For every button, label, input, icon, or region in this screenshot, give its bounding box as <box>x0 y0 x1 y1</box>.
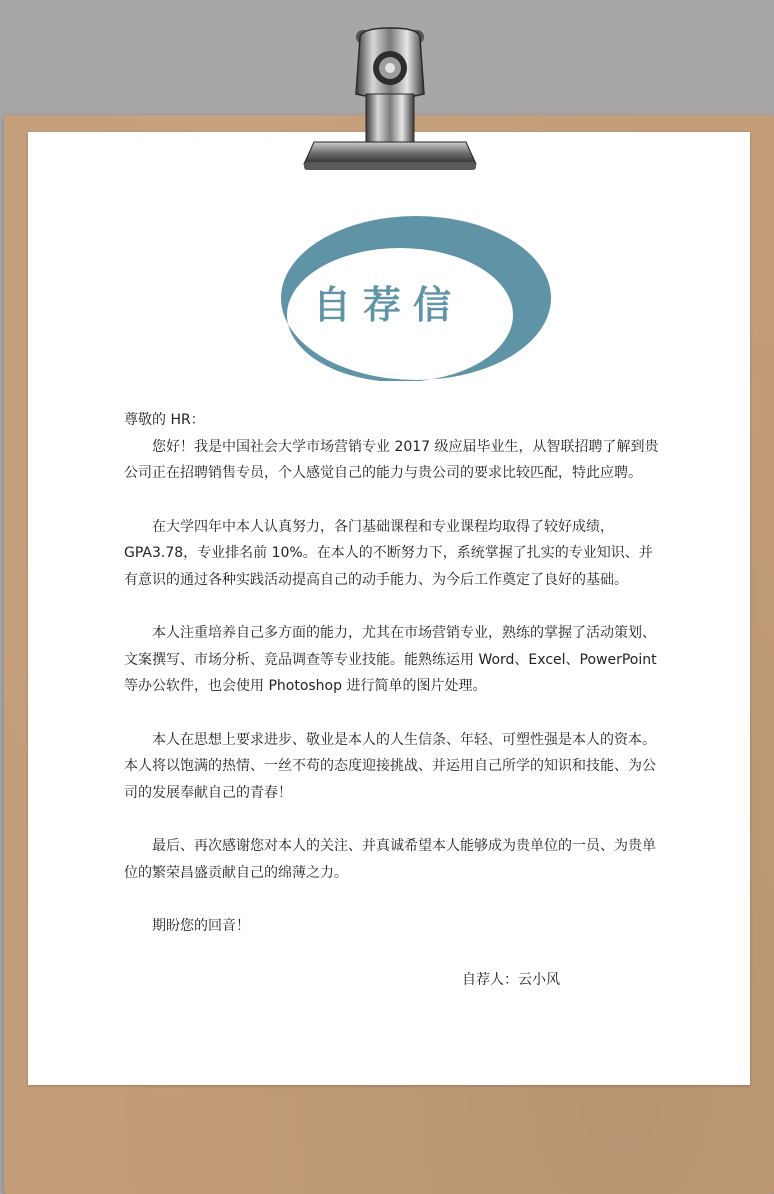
paragraph-thanks: 最后、再次感谢您对本人的关注、并真诚希望本人能够成为贵单位的一员、为贵单位的繁荣昌盛贡献自己的绵薄之力。 <box>124 838 656 881</box>
salutation: 尊敬的 HR： <box>124 412 205 428</box>
signature: 自荐人：云小风 <box>462 971 560 988</box>
paragraph-greeting: 您好！我是中国社会大学市场营销专业 2017 级应届毕业生，从智联招聘了解到贵公司正在招聘销售专员，个人感觉自己的能力与贵公司的要求比较匹配，特此应聘。 <box>124 438 659 481</box>
paragraph-skills: 本人注重培养自己多方面的能力，尤其在市场营销专业，熟练的掌握了活动策划、文案撰写、市场分析、竞品调查等专业技能。能熟练运用 Word、Excel、PowerPoint 等办公软件，也会使用 Photoshop 进行简单的图片处理。 <box>124 625 657 694</box>
paragraph-education: 在大学四年中本人认真努力，各门基础课程和专业课程均取得了较好成绩，GPA3.78，专业排名前 10%。在本人的不断努力下，系统掌握了扎实的专业知识、并有意识的通过各种实践活动提高自己的动手能力、为今后工作奠定了良好的基础。 <box>124 518 653 588</box>
paragraph-attitude: 本人在思想上要求进步、敬业是本人的人生信条、年轻、可塑性强是本人的资本。本人将以饱满的热情、一丝不苟的态度迎接挑战、并运用自己所学的知识和技能、为公司的发展奉献自己的青春！ <box>124 731 656 801</box>
closing-line: 期盼您的回音！ <box>152 918 250 934</box>
letter-body <box>124 407 664 993</box>
page-title: 自荐信 <box>313 283 464 327</box>
binder-clip-icon <box>300 24 480 176</box>
